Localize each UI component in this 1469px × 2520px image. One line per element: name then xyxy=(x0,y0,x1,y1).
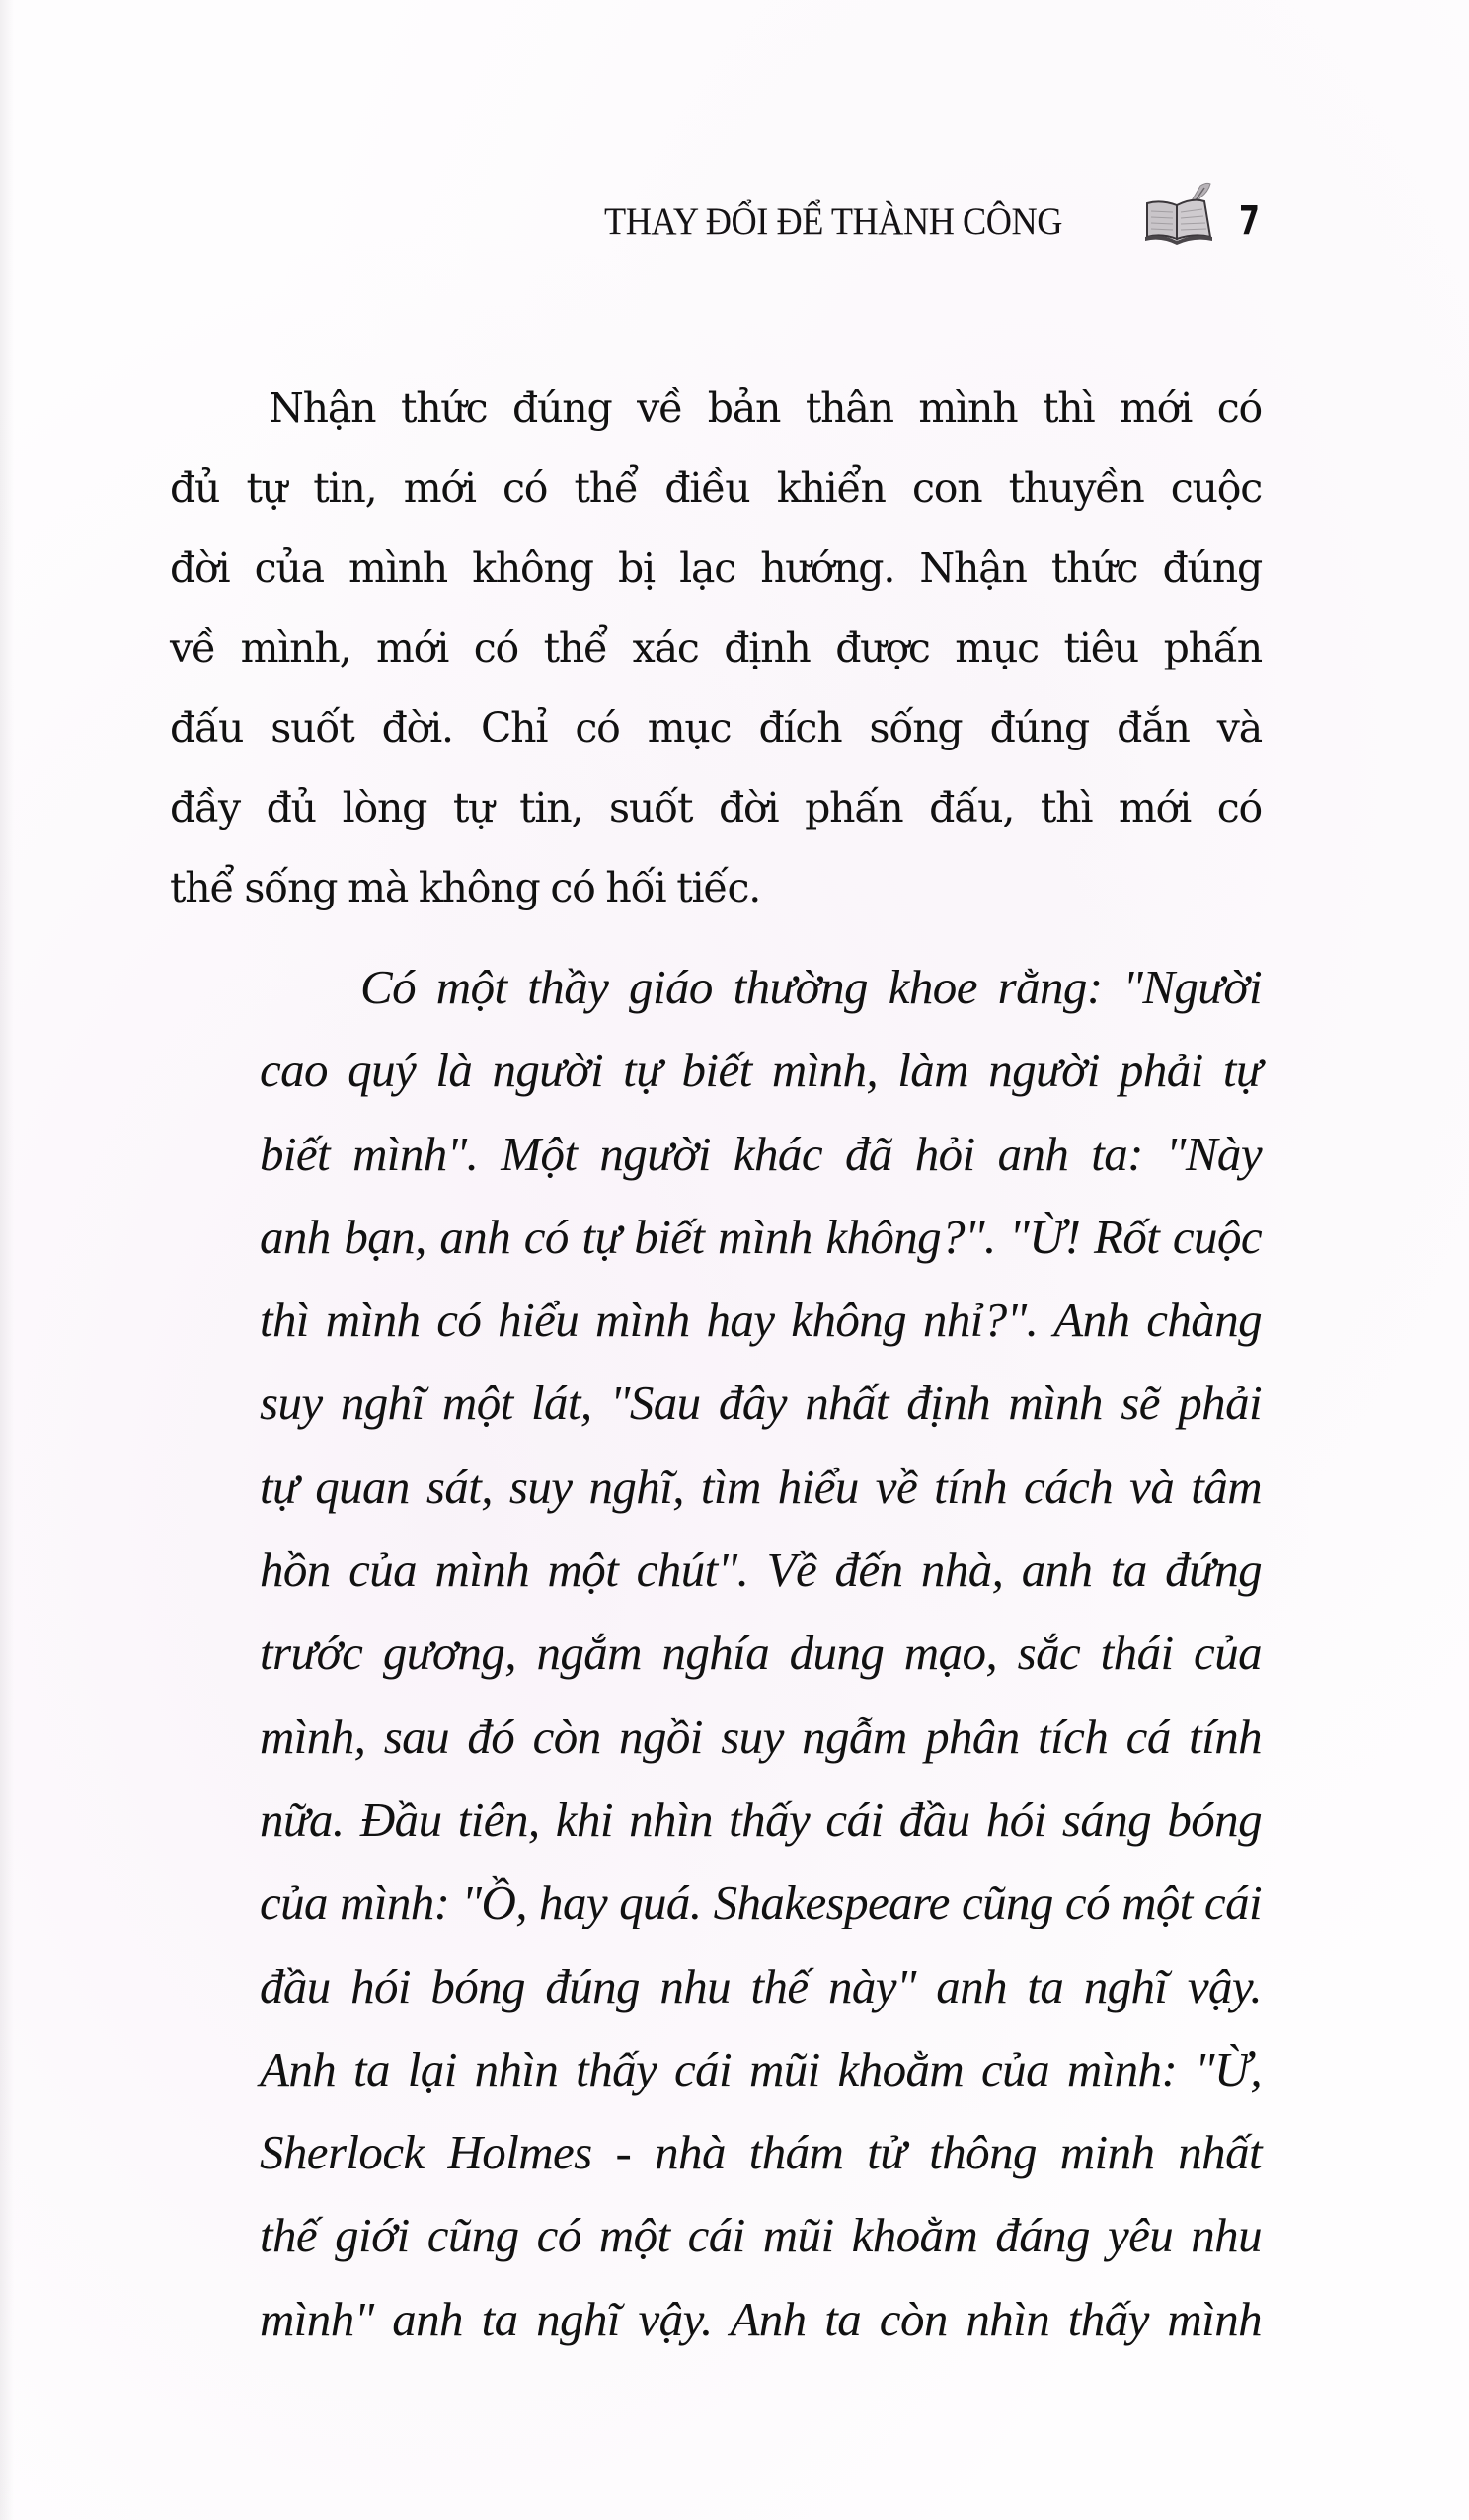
paragraph-italic-anecdote xyxy=(260,946,1262,2361)
text-line: đầy đủ lòng tự tin, suốt đời phấn đấu, thì mới có xyxy=(170,784,1262,831)
paragraph-regular xyxy=(170,368,1262,928)
text-line: tự quan sát, suy nghĩ, tìm hiểu về tính cách và tâm xyxy=(260,1458,1262,1514)
page-edge-shadow xyxy=(0,0,14,2520)
page-number: 7 xyxy=(1239,198,1260,244)
text-line: Có một thầy giáo thường khoe rằng: "Người xyxy=(360,960,1262,1014)
text-line: Sherlock Holmes - nhà thám tử thông minh nhất xyxy=(260,2125,1262,2180)
chapter-title: THAY ĐỔI ĐỂ THÀNH CÔNG xyxy=(604,199,1062,243)
text-line: Nhận thức đúng về bản thân mình thì mới có xyxy=(269,384,1262,432)
text-line: trước gương, ngắm nghía dung mạo, sắc thái của xyxy=(260,1625,1262,1681)
text-line: mình, sau đó còn ngồi suy ngẫm phân tích cá tính xyxy=(260,1708,1262,1764)
running-header xyxy=(604,194,1260,249)
text-line: của mình: "Ồ, hay quá. Shakespeare cũng có một cái xyxy=(260,1875,1262,1930)
text-line: đủ tự tin, mới có thể điều khiển con thuyền cuộc xyxy=(170,464,1262,512)
text-line: mình" anh ta nghĩ vậy. Anh ta còn nhìn thấy mình xyxy=(260,2291,1262,2346)
text-line: thế giới cũng có một cái mũi khoằm đáng yêu nhu xyxy=(260,2208,1262,2263)
text-line: suy nghĩ một lát, "Sau đây nhất định mình sẽ phải xyxy=(260,1376,1262,1431)
text-line: hồn của mình một chút". Về đến nhà, anh ta đứng xyxy=(260,1542,1262,1598)
text-line: đấu suốt đời. Chỉ có mục đích sống đúng đắn và xyxy=(170,704,1262,751)
text-line: đời của mình không bị lạc hướng. Nhận thức đúng xyxy=(170,544,1262,591)
text-line: thể sống mà không có hối tiếc. xyxy=(170,864,761,911)
text-line: thì mình có hiểu mình hay không nhỉ?". Anh chàng xyxy=(260,1293,1262,1348)
text-line: cao quý là người tự biết mình, làm người phải tự xyxy=(260,1043,1262,1098)
text-line: anh bạn, anh có tự biết mình không?". "Ừ! Rốt cuộc xyxy=(260,1209,1262,1264)
text-line: biết mình". Một người khác đã hỏi anh ta: "Này xyxy=(260,1126,1262,1181)
text-line: nữa. Đầu tiên, khi nhìn thấy cái đầu hói sáng bóng xyxy=(260,1791,1262,1847)
text-line: đầu hói bóng đúng nhu thế này" anh ta nghĩ vậy. xyxy=(260,1958,1262,2013)
text-line: Anh ta lại nhìn thấy cái mũi khoằm của mình: "Ừ, xyxy=(260,2041,1262,2096)
text-line: về mình, mới có thể xác định được mục tiêu phấn xyxy=(170,624,1262,671)
open-book-quill-icon xyxy=(1141,180,1216,249)
